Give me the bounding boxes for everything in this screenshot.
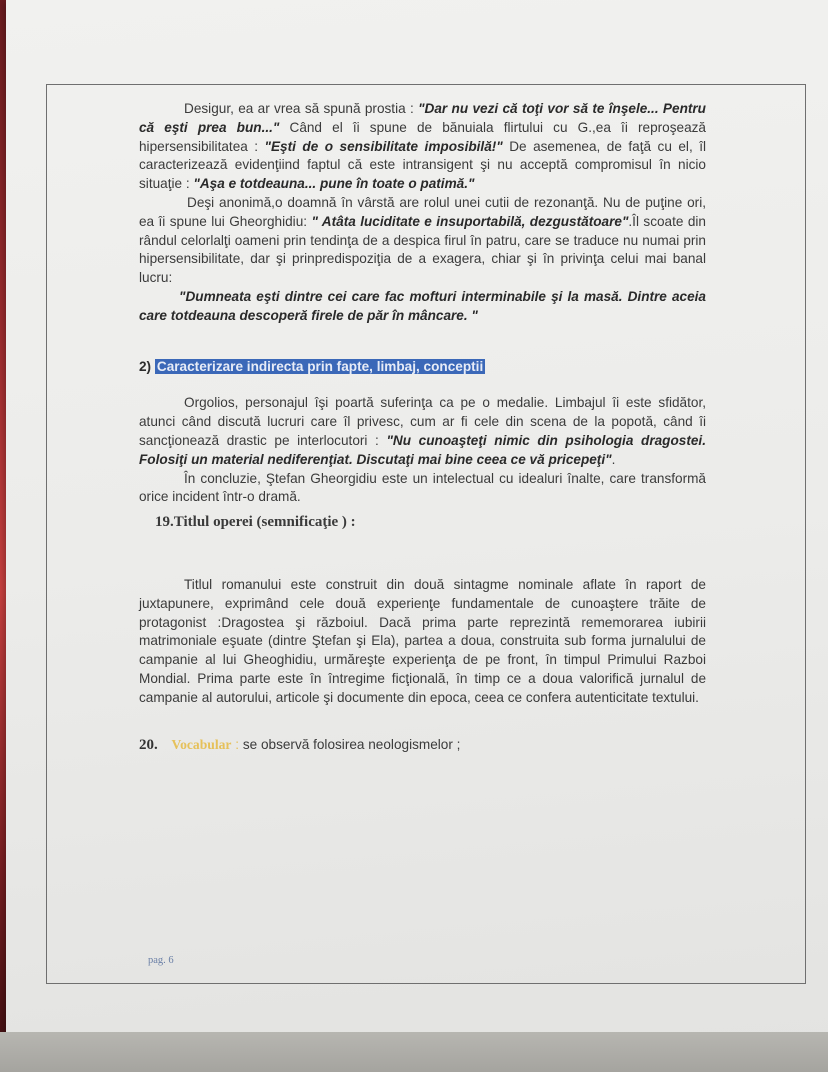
text-run: .Îl scoate din rândul celorlalţi oameni prin tendinţa de a despica firul în patru, care se traduce nu numai prin hipersensibilitate, dar şi prinpredispoziţia de a exagera, chiar şi în privinţa celui mai banal lucru: bbox=[139, 213, 706, 286]
highlighted-section-title: Caracterizare indirecta prin fapte, limbaj, conceptii bbox=[156, 358, 484, 374]
quote-bold: " Atâta luciditate e insuportabilă, dezgustătoare" bbox=[311, 213, 629, 229]
quote-bold: "Eşti de o sensibilitate imposibilă!" bbox=[264, 138, 503, 154]
document-body bbox=[139, 100, 706, 754]
text-run: Desigur, ea ar vrea să spună prostia : bbox=[184, 101, 419, 116]
separator: : bbox=[231, 736, 243, 752]
text-run: . bbox=[611, 451, 616, 467]
background-surface bbox=[0, 1032, 828, 1072]
quote-bold: "Dar nu vezi că toţi vor să te înşele... Pentru că eşti prea bun..." bbox=[139, 101, 706, 135]
paragraph-indirect bbox=[139, 394, 706, 469]
section-number: 2) bbox=[139, 358, 152, 374]
spacer bbox=[139, 376, 706, 394]
section-heading-2 bbox=[139, 358, 706, 377]
block-quote: "Dumneata eşti dintre cei care fac mofturi interminabile şi la masă. Dintre aceia care totdeauna descoperă firele de păr în mâncare. " bbox=[139, 288, 706, 323]
quote-bold: "Nu cunoaşteţi nimic din psihologia dragostei. Folosiţi un material nediferenţiat. Discutaţi mai bine ceea ce vă pricepeţi" bbox=[139, 432, 706, 467]
text-run: Când el îi spune de bănuiala flirtului cu G.,ea îi reproşează hipersensibilitatea : bbox=[139, 119, 706, 154]
section-number: 20. bbox=[139, 736, 158, 753]
text-run: Orgolios, personajul îşi poartă suferinţa ca pe o medalie. Limbajul îi este sfidător, atunci când discută lucruri care îl privesc, cum ar fi cele din scena de la popotă, când îi sancţionează drastic pe interlocutori : bbox=[139, 395, 706, 448]
section-heading-20 bbox=[139, 736, 706, 755]
page-number: pag. 6 bbox=[148, 955, 174, 966]
section-heading-19: 19.Titlul operei (semnificaţie ) : bbox=[155, 514, 356, 531]
spacer bbox=[139, 532, 706, 576]
text-run: De asemenea, de faţă cu el, îl caracterizează evidenţiind faptul că este intransigent şi nu acceptă compromisul în nicio situaţie : bbox=[139, 138, 706, 192]
paragraph-conclusion: În concluzie, Ştefan Gheorgidiu este un intelectual cu idealuri înalte, care transformă orice incident într-o dramă. bbox=[139, 470, 706, 505]
quote-bold: "Aşa e totdeauna... pune în toate o patimă." bbox=[193, 176, 475, 192]
paragraph-old-lady bbox=[139, 194, 706, 288]
vocab-text: se observă folosirea neologismelor ; bbox=[242, 736, 461, 752]
paragraph-ela-quotes bbox=[139, 100, 706, 194]
paragraph-title-meaning: Titlul romanului este construit din două sintagme nominale aflate în raport de juxtapunere, exprimând cele două experienţe fundamentale de cunoaştere trăite de protagonist :Dragostea şi războiul. Dacă prima parte reprezintă rememorarea iubirii matrimoniale eşuate (dintre Ştefan şi Ela), partea a doua, construita sub forma jurnalului de campanie al lui Gheoghidiu, urmăreşte experienţa de pe front, în timpul Primului Razboi Mondial. Prima parte este în întregime ficţională, în timp ce a doua valorifică jurnalul de campanie al autorului, articole şi documente din epoca, ceea ce confera autenticitate textului. bbox=[139, 576, 706, 705]
text-run: Deşi anonimă,o doamnă în vârstă are rolul unei cutii de rezonanţă. Nu de puţine ori, ea îi spune lui Gheorghidiu: bbox=[139, 194, 706, 229]
vocab-label: Vocabular bbox=[171, 736, 232, 752]
